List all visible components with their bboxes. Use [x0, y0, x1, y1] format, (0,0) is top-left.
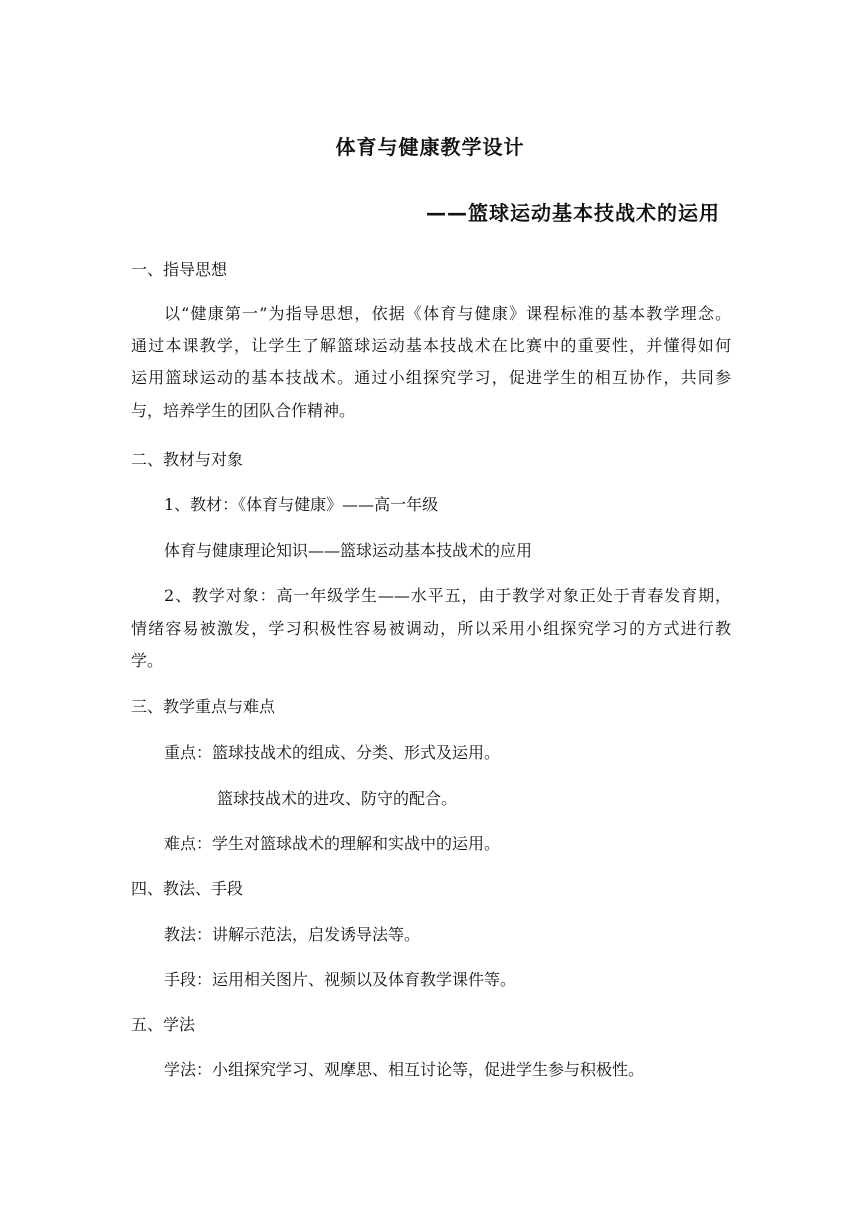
paragraph-line: 篮球技战术的进攻、防守的配合。 — [217, 789, 458, 808]
document-title: 体育与健康教学设计 — [335, 135, 525, 159]
section-heading-guiding-thought: 一、指导思想 — [131, 260, 228, 279]
paragraph-line: 情绪容易被激发，学习积极性容易被调动，所以采用小组探究学习的方式进行教 — [131, 619, 731, 638]
paragraph-line: 重点：篮球技战术的组成、分类、形式及运用。 — [164, 743, 501, 762]
paragraph-line: 体育与健康理论知识——篮球运动基本技战术的应用 — [164, 541, 533, 560]
paragraph-line: 1、教材：《体育与健康》——高一年级 — [164, 495, 439, 514]
section-heading-key-points: 三、教学重点与难点 — [131, 697, 276, 716]
paragraph-line: 学。 — [131, 651, 164, 670]
paragraph-line: 以“健康第一”为指导思想，依据《体育与健康》课程标准的基本教学理念。 — [164, 304, 731, 323]
paragraph-line: 通过本课教学，让学生了解篮球运动基本技战术在比赛中的重要性，并懂得如何 — [131, 336, 731, 355]
section-heading-materials: 二、教材与对象 — [131, 450, 244, 469]
paragraph-line: 2、教学对象：高一年级学生——水平五，由于教学对象正处于青春发育期， — [164, 586, 731, 605]
document-subtitle: ——篮球运动基本技战术的运用 — [426, 201, 720, 225]
paragraph-line: 手段：运用相关图片、视频以及体育教学课件等。 — [164, 970, 517, 989]
paragraph-line: 与，培养学生的团队合作精神。 — [131, 401, 356, 420]
paragraph-line: 运用篮球运动的基本技战术。通过小组探究学习，促进学生的相互协作，共同参 — [131, 368, 731, 387]
paragraph-line: 教法：讲解示范法，启发诱导法等。 — [164, 925, 421, 944]
paragraph-line: 难点：学生对篮球战术的理解和实战中的运用。 — [164, 834, 501, 853]
section-heading-methods: 四、教法、手段 — [131, 879, 244, 898]
paragraph-line: 学法：小组探究学习、观摩思、相互讨论等，促进学生参与积极性。 — [164, 1060, 645, 1079]
section-heading-learning-methods: 五、学法 — [131, 1015, 196, 1034]
